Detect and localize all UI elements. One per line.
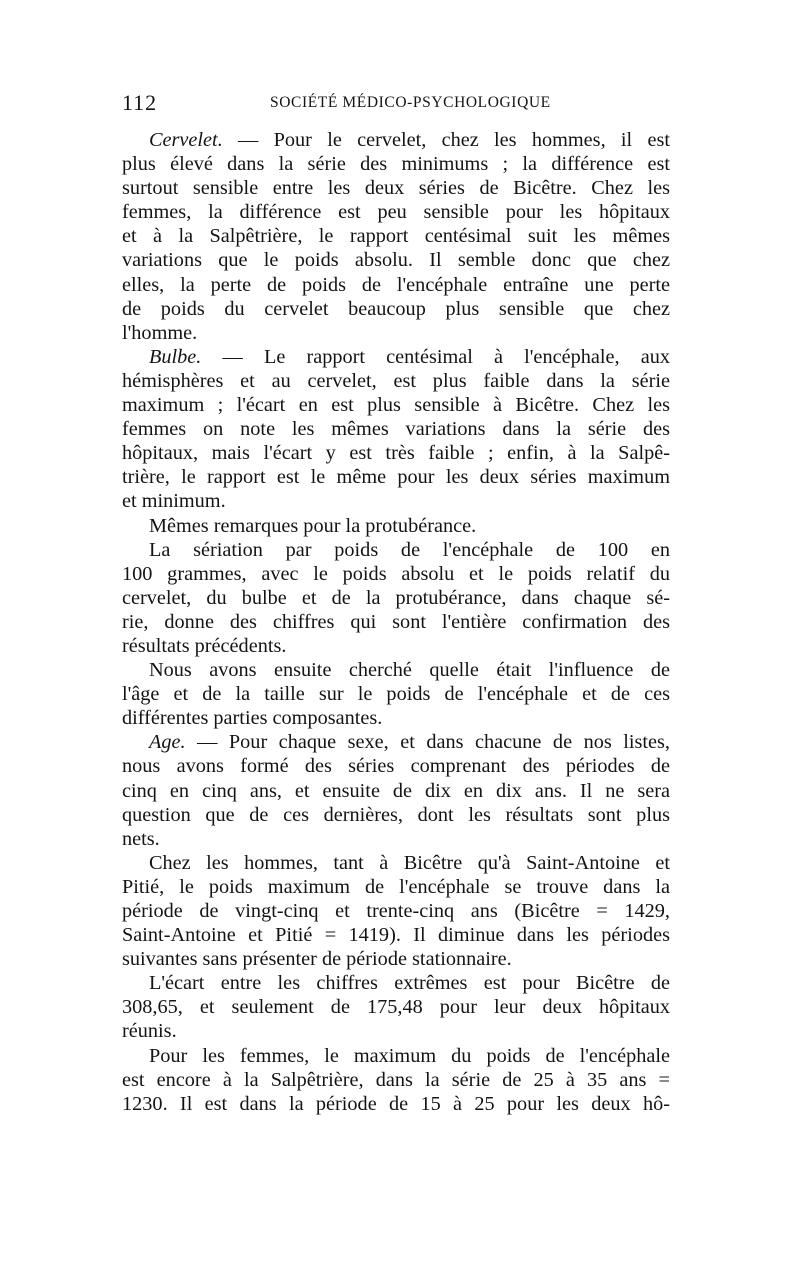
page-number: 112 <box>122 90 158 115</box>
paragraph-cervelet <box>122 128 670 345</box>
section-lead-cervelet: Cervelet. <box>149 129 223 151</box>
page-header <box>122 90 670 116</box>
paragraph-age <box>122 730 670 850</box>
text-line: période de vingt-cinq et trente-cinq ans (Bicêtre = 1429, <box>122 900 670 922</box>
text-line: hémisphères et au cervelet, est plus faible dans la série <box>122 369 670 392</box>
text-line: Age. — Pour chaque sexe, et dans chacune de nos listes, <box>149 731 670 754</box>
text-line: est encore à la Salpêtrière, dans la série de 25 à 35 ans = <box>122 1068 670 1091</box>
text-line: maximum ; l'écart en est plus sensible à Bicêtre. Chez les <box>122 394 670 417</box>
text-line: et minimum. <box>122 490 226 513</box>
text-line: femmes, la différence est peu sensible pour les hôpitaux <box>122 201 670 224</box>
text-line: de poids du cervelet beaucoup plus sensible que chez <box>122 297 670 320</box>
text-line: nets. <box>122 827 160 850</box>
text-line: rie, donne des chiffres qui sont l'entière confirmation des <box>122 610 670 633</box>
paragraph-hommes <box>122 851 670 971</box>
text-line: Pitié, le poids maximum de l'encéphale se trouve dans la <box>122 875 670 898</box>
paragraph-protuberance <box>122 514 670 538</box>
text-line: femmes on note les mêmes variations dans la série des <box>122 418 670 441</box>
paragraph-influence <box>122 658 670 730</box>
text-line: Cervelet. — Pour le cervelet, chez les hommes, il est <box>149 129 670 151</box>
text-line: différentes parties composantes. <box>122 707 383 730</box>
text-line: résultats précédents. <box>122 634 287 657</box>
text-line: l'âge et de la taille sur le poids de l'encéphale et de ces <box>122 683 670 706</box>
text-line: cinq en cinq ans, et ensuite de dix en dix ans. Il ne sera <box>122 779 670 802</box>
running-head: SOCIÉTÉ MÉDICO-PSYCHOLOGIQUE <box>270 94 551 111</box>
text-line: variations que le poids absolu. Il semble donc que chez <box>122 249 670 272</box>
paragraph-bulbe <box>122 345 670 514</box>
text-line: trière, le rapport est le même pour les deux séries maximum <box>122 466 670 489</box>
text-line: Bulbe. — Le rapport centésimal à l'encéphale, aux <box>149 345 670 368</box>
text-line: hôpitaux, mais l'écart y est très faible ; enfin, à la Salpê- <box>122 442 670 465</box>
text-line: suivantes sans présenter de période stationnaire. <box>122 948 512 971</box>
paragraph-ecart <box>122 971 670 1043</box>
text-line: question que de ces dernières, dont les résultats sont plus <box>122 803 670 826</box>
text-line: Chez les hommes, tant à Bicêtre qu'à Saint-Antoine et <box>149 851 670 874</box>
text-line: et à la Salpêtrière, le rapport centésimal suit les mêmes <box>122 225 670 248</box>
text-line: elles, la perte de poids de l'encéphale entraîne une perte <box>122 273 670 296</box>
text-line: Pour les femmes, le maximum du poids de l'encéphale <box>149 1044 670 1067</box>
text-line: La sériation par poids de l'encéphale de 100 en <box>149 538 670 561</box>
text-line: nous avons formé des séries comprenant des périodes de <box>122 755 670 778</box>
section-lead-age: Age. <box>149 731 186 754</box>
text-line: 308,65, et seulement de 175,48 pour leur deux hôpitaux <box>122 996 670 1019</box>
paragraph-femmes <box>122 1044 670 1116</box>
text-line: l'homme. <box>122 321 198 344</box>
paragraph-seriation <box>122 538 670 658</box>
text-line: Saint-Antoine et Pitié = 1419). Il diminue dans les périodes <box>122 924 670 947</box>
text-line: surtout sensible entre les deux séries de Bicêtre. Chez les <box>122 177 670 200</box>
text-line: Nous avons ensuite cherché quelle était l'influence de <box>149 659 670 682</box>
text-line: cervelet, du bulbe et de la protubérance, dans chaque sé- <box>122 586 670 609</box>
text-line: 100 grammes, avec le poids absolu et le poids relatif du <box>122 562 670 585</box>
text-line: réunis. <box>122 1020 177 1043</box>
text-line: L'écart entre les chiffres extrêmes est pour Bicêtre de <box>149 972 670 995</box>
text-line: 1230. Il est dans la période de 15 à 25 pour les deux hô- <box>122 1092 670 1115</box>
text-line: plus élevé dans la série des minimums ; la différence est <box>122 153 670 176</box>
text-line: Mêmes remarques pour la protubérance. <box>149 514 477 537</box>
section-lead-bulbe: Bulbe. <box>149 345 202 368</box>
body-text <box>122 128 670 1116</box>
